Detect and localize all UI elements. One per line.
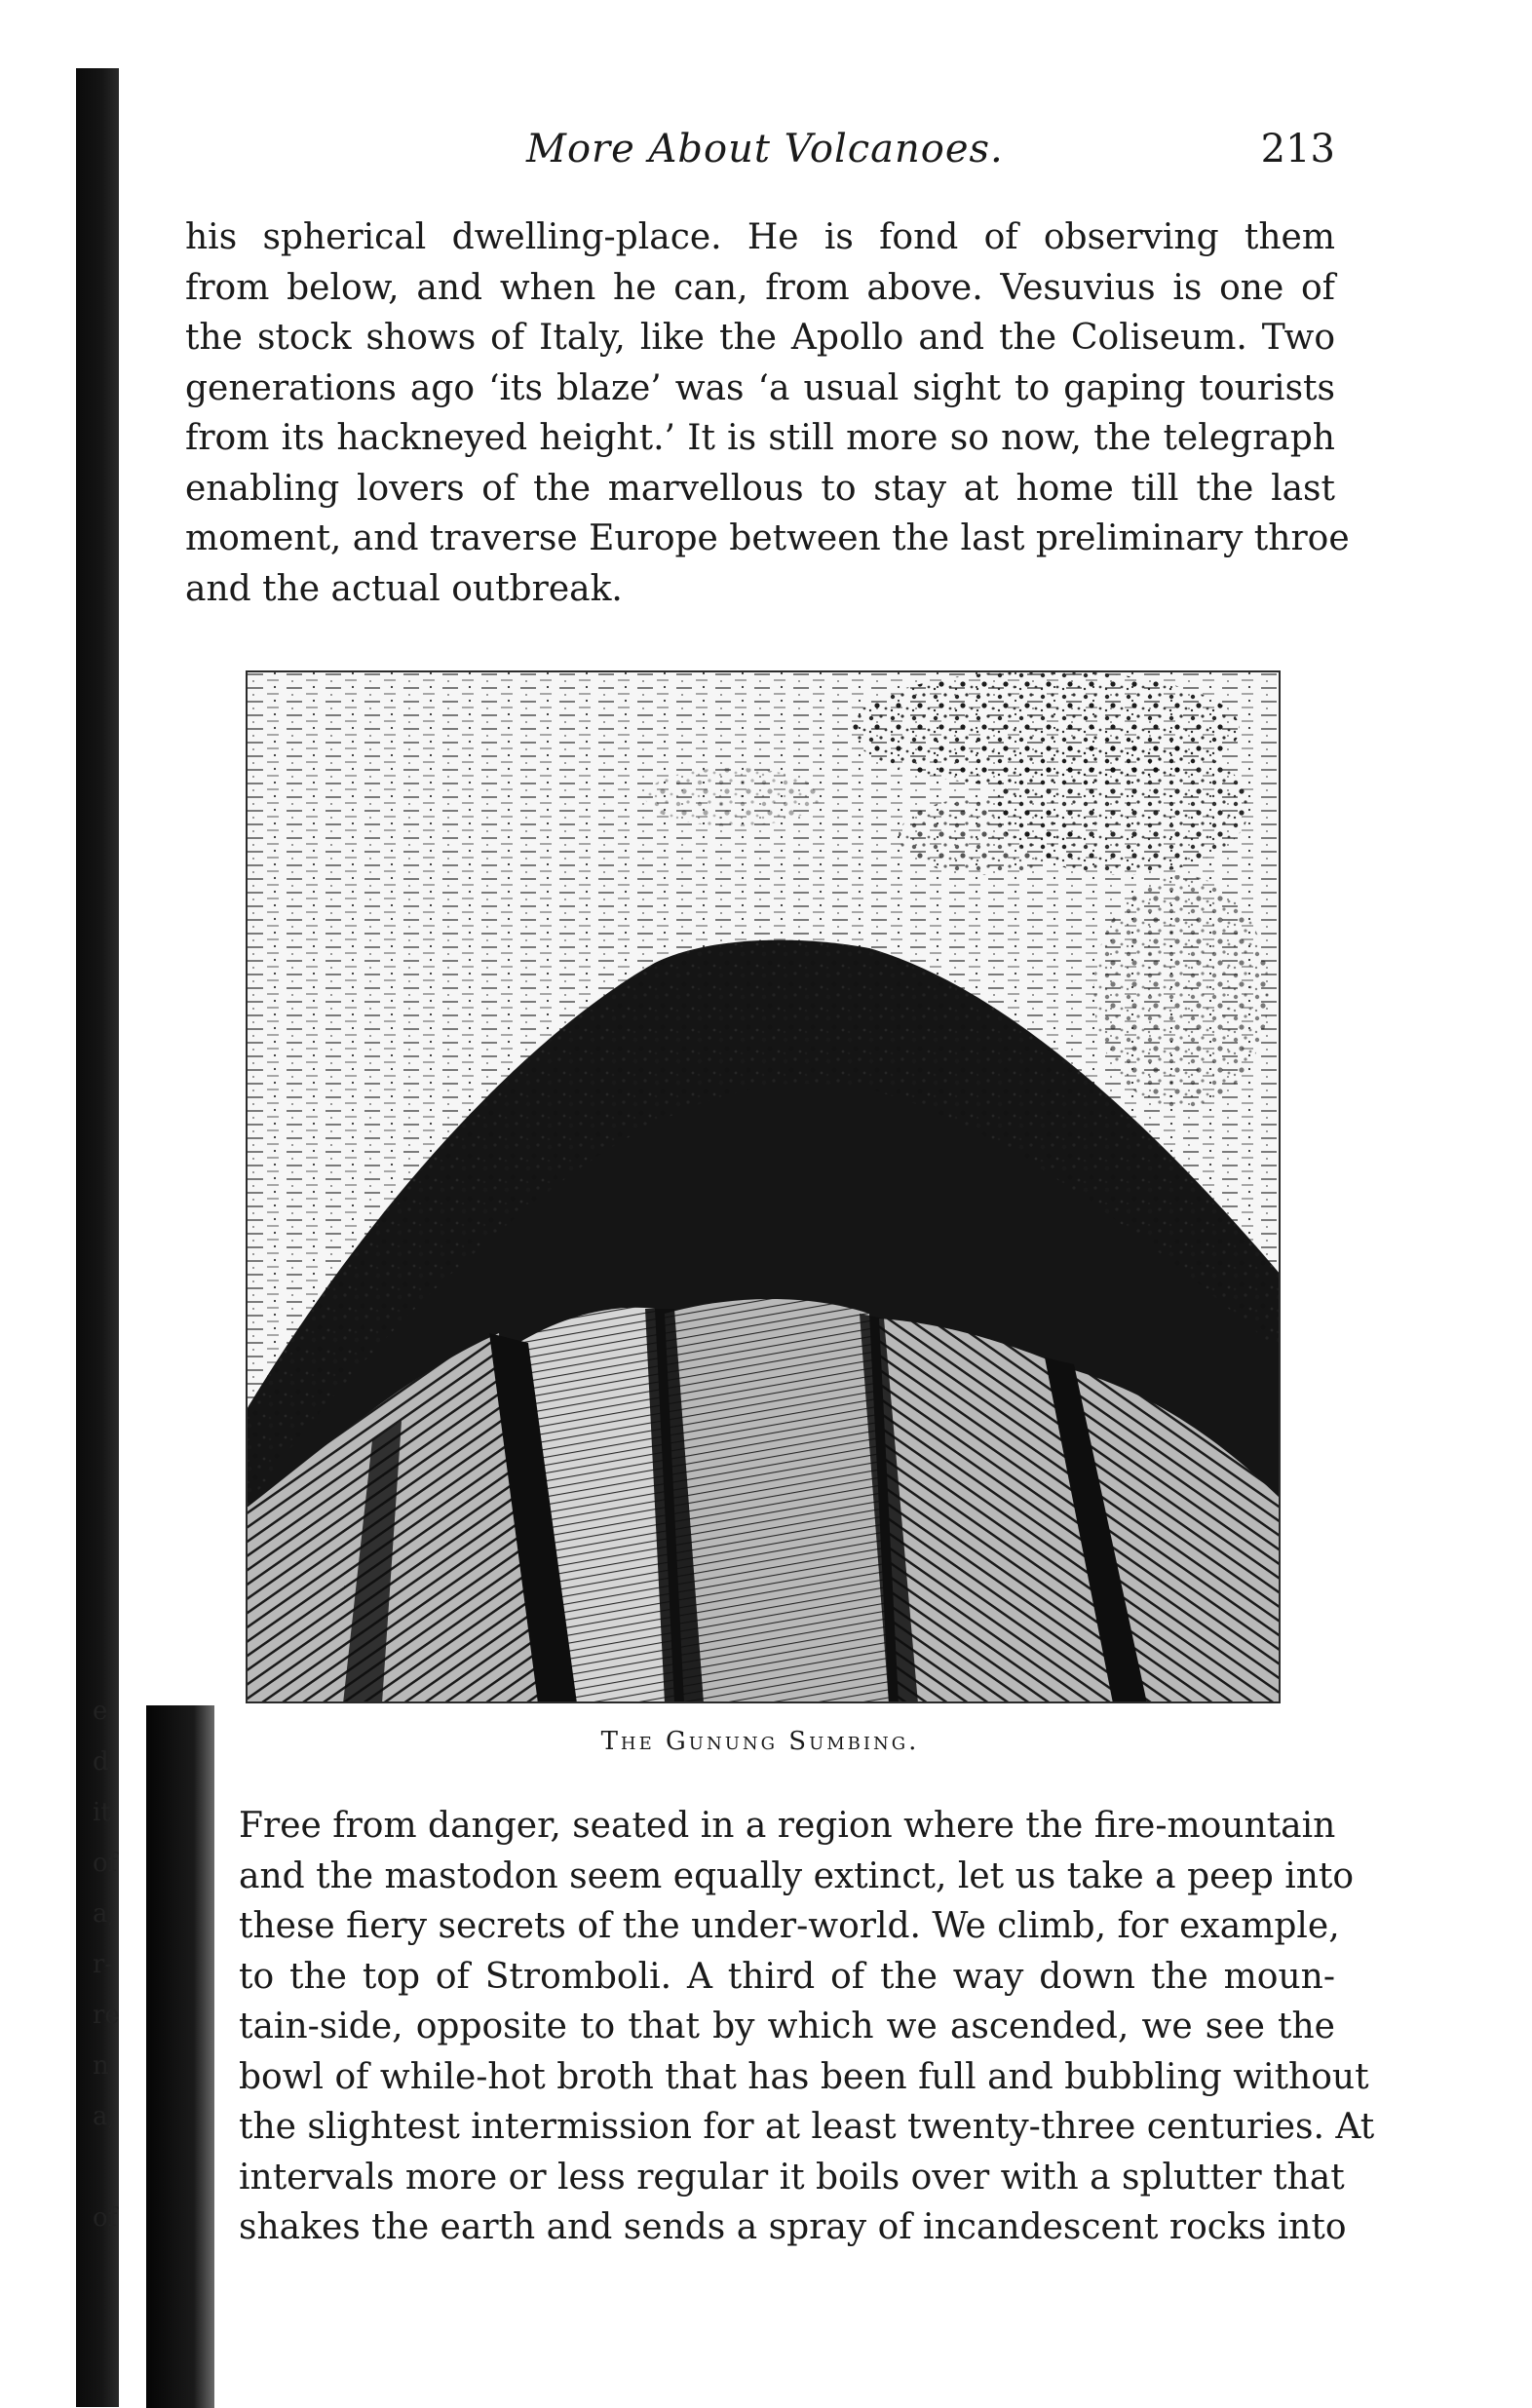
binding-shadow-lower (146, 1705, 214, 2408)
text-line: and the actual outbreak. (185, 568, 623, 609)
text-line: enabling lovers of the marvellous to stay at home till the last (185, 468, 1335, 509)
text-line: the stock shows of Italy, like the Apollo and the Coliseum. Two (185, 318, 1335, 358)
margin-fragment: of (93, 2203, 118, 2233)
text-line: tain-side, opposite to that by which we ascended, we see the (239, 2007, 1335, 2046)
text-line: from below, and when he can, from above. Vesuvius is one of (185, 267, 1335, 308)
text-line: intervals more or less regular it boils over with a splutter that (239, 2157, 1345, 2198)
text-line: his spherical dwelling-place. He is fond of observing them (185, 217, 1335, 257)
text-line: and the mastodon seem equally extinct, let us take a peep into (239, 1855, 1355, 1896)
running-head: More About Volcanoes. (526, 127, 1004, 172)
paragraph-2 (239, 1801, 1375, 2253)
volcano-engraving (246, 670, 1281, 1703)
margin-fragment: n (93, 2051, 109, 2081)
margin-fragment: a, (93, 1899, 116, 1929)
margin-fragment: of (93, 1849, 118, 1878)
paragraph-1 (185, 212, 1350, 614)
margin-fragment: r- (93, 1950, 114, 1979)
text-line: Free from danger, seated in a region where the fire-mountain (239, 1806, 1336, 1846)
text-line: bowl of while-hot broth that has been full and bubbling without (239, 2056, 1369, 2097)
margin-fragment: e (93, 1697, 108, 1726)
margin-fragment: d (93, 1747, 109, 1777)
text-line: to the top of Stromboli. A third of the way down the moun- (239, 1956, 1335, 1997)
margin-fragment: a, (93, 2102, 116, 2131)
margin-fragment (93, 2142, 141, 2193)
text-line: the slightest intermission for at least twenty-three centuries. At (239, 2107, 1375, 2147)
margin-fragment: it (93, 1798, 111, 1827)
page-header (185, 127, 1335, 185)
figure-caption: The Gunung Sumbing. (600, 1727, 920, 1756)
text-line: these fiery secrets of the under-world. We climb, for example, (239, 1906, 1340, 1946)
page-number: 213 (1260, 127, 1335, 172)
margin-fragment: re (93, 2001, 120, 2030)
text-line: from its hackneyed height.’ It is still more so now, the telegraph (185, 418, 1335, 458)
text-line: moment, and traverse Europe between the last preliminary throe (185, 518, 1350, 558)
facing-page-fragments (93, 1686, 141, 2243)
text-line: shakes the earth and sends a spray of incandescent rocks into (239, 2207, 1347, 2247)
text-line: generations ago ‘its blaze’ was ‘a usual sight to gaping tourists (185, 367, 1335, 408)
